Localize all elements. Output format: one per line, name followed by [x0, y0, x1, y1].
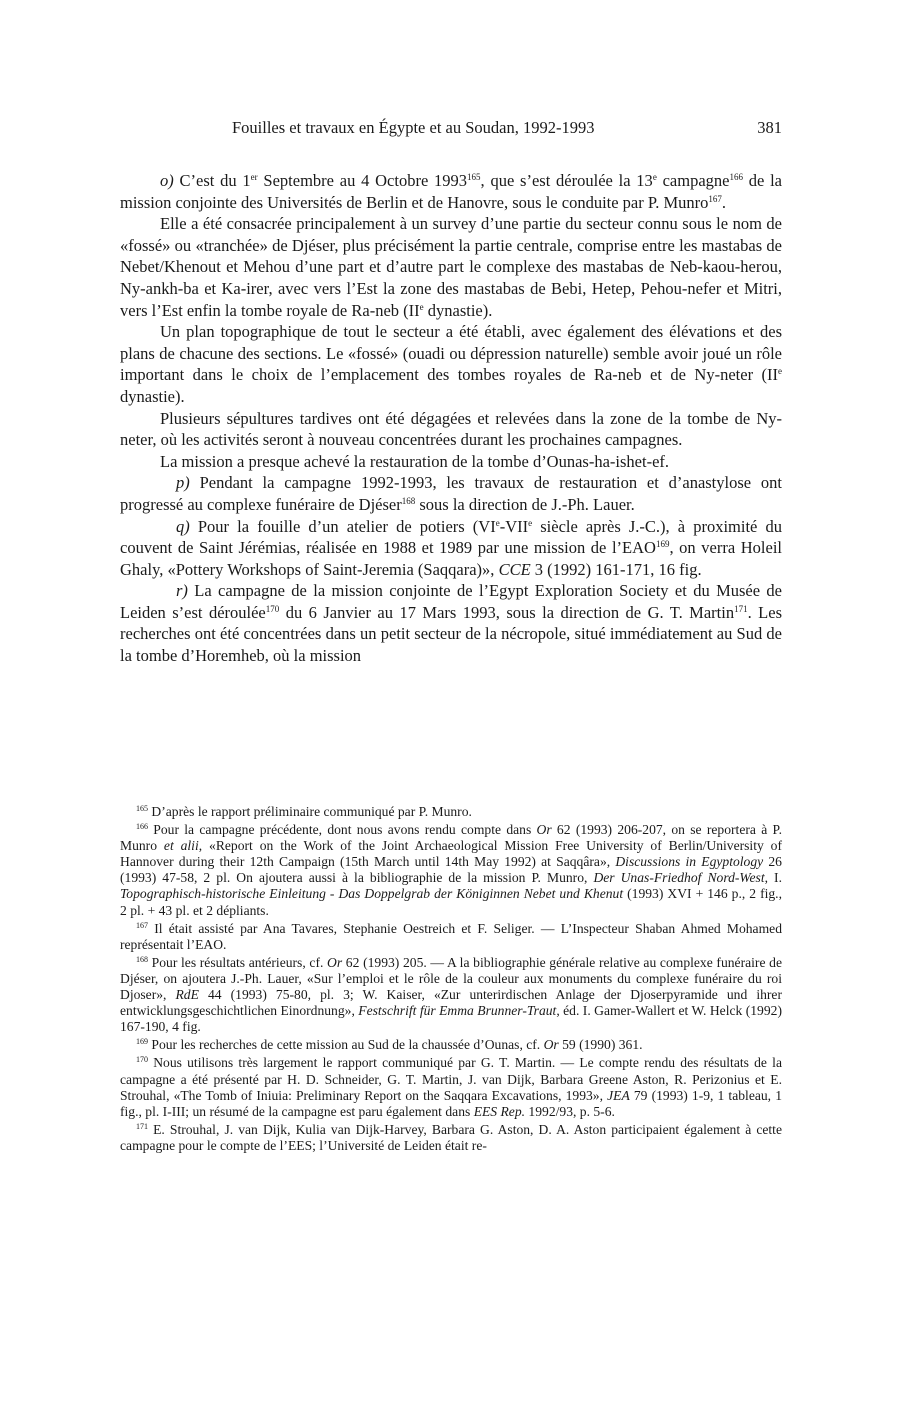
italic-text: RdE	[175, 987, 199, 1003]
text-run: , «Report on the Work of the Joint Archaeological Mission Free University of Berlin/University of Hannover during their 12th Campaign (15th March until 14th May 1992) at Saqqâra»,	[120, 838, 782, 870]
text-run: , I.	[764, 870, 782, 886]
running-header	[120, 118, 782, 142]
text-run: .	[721, 192, 727, 212]
text-run: Septembre au 4 Octobre 1993	[257, 171, 468, 190]
footnotes	[120, 804, 782, 1156]
note-reference: 166	[136, 822, 148, 832]
text-run: Pour la fouille d’un atelier de potiers (VI	[189, 516, 496, 536]
note-reference: 165	[467, 172, 481, 182]
footnote	[120, 921, 782, 953]
text-run: , éd. I. Gamer-Wallert et W. Helck (1992) 167-190, 4 fig.	[120, 1003, 782, 1035]
text-run: campagne	[656, 171, 730, 190]
text-run: 44 (1993) 75-80, pl. 3; W. Kaiser, «Zur unterirdischen Anlage der Djoserpyramide und ihrer entwicklungsgeschichtlichen Einordnung»,	[120, 987, 782, 1019]
note-reference: er	[250, 172, 258, 182]
footnote	[120, 822, 782, 919]
italic-text: r)	[176, 581, 188, 601]
note-reference: 170	[265, 603, 280, 614]
footnote	[120, 1122, 782, 1154]
note-reference: 168	[136, 954, 148, 964]
italic-text: CCE	[498, 559, 531, 579]
italic-text: o)	[160, 171, 174, 190]
text-run: de la mission conjointe des Universités de Berlin et de Hanovre, sous le conduite par P. Munro	[120, 171, 782, 212]
italic-text: Or	[536, 822, 552, 838]
note-reference: 168	[401, 495, 416, 506]
text-run: Pendant la campagne 1992-1993, les travaux de restauration et d’anastylose ont progressé au complexe funéraire de Djéser	[120, 473, 782, 514]
text-run: 26 (1993) 47-58, 2 pl. On ajoutera aussi à la bibliographie de la mission P. Munro,	[120, 854, 782, 886]
text-run: -VII	[499, 516, 529, 536]
italic-text: p)	[176, 473, 190, 493]
text-run: E. Strouhal, J. van Dijk, Kulia van Dijk-Harvey, Barbara G. Aston, D. A. Aston participaient également à cette campagne pour le compte de l’EES; l’Université de Leiden était re-	[120, 1121, 782, 1153]
main-text	[120, 170, 782, 667]
text-run: Il était assisté par Ana Tavares, Stephanie Oestreich et F. Seliger. — L’Inspecteur Shaban Ahmed Mohamed représentait l’EAO.	[120, 920, 782, 952]
body-paragraph	[120, 472, 782, 515]
italic-text: Festschrift für Emma Brunner-Traut	[358, 1003, 557, 1019]
italic-text: Or	[327, 954, 343, 970]
note-reference: e	[528, 517, 533, 528]
text-run: C’est du 1	[173, 171, 251, 190]
body-paragraph	[120, 213, 782, 321]
text-run: du 6 Janvier au 17 Mars 1993, sous la direction de G. T. Martin	[279, 602, 735, 622]
note-reference: e	[419, 301, 424, 312]
text-run: Un plan topographique de tout le secteur a été établi, avec également des élévations et des plans de chacune des sections. Le «fossé» (ouadi ou dépression naturelle) semble avoir joué un rôle important dans le choix de l’emplacement des tombes royales de Ra-neb et de Ny-neter (II	[120, 322, 782, 385]
footnote	[120, 1055, 782, 1119]
text-run: (1993) XVI + 146 p., 2 fig., 2 pl. + 43 pl. et 2 dépliants.	[120, 886, 782, 918]
body-paragraph	[120, 516, 782, 581]
note-reference: e	[495, 517, 500, 528]
text-run: , on verra Holeil Ghaly, «Pottery Workshops of Saint-Jeremia (Saqqara)»,	[120, 538, 782, 579]
text-run: . Les recherches ont été concentrées dans un petit secteur de la nécropole, situé immédiatement au Sud de la tombe d’Horemheb, où la mission	[120, 602, 783, 666]
footnote	[120, 955, 782, 1035]
text-run: 79 (1993) 1-9, 1 tableau, 1 fig., pl. I-III; un résumé de la campagne est paru également dans	[120, 1087, 782, 1119]
text-run: La campagne de la mission conjointe de l’Egypt Exploration Society et du Musée de Leiden s’est déroulée	[120, 581, 782, 622]
note-reference: 167	[708, 193, 722, 204]
text-run: siècle après J.-C.), à proximité du couvent de Saint Jérémias, réalisée en 1988 et 1989 par une mission de l’EAO	[120, 516, 782, 558]
text-run: 62 (1993) 206-207, on se reportera à P. Munro	[120, 822, 782, 854]
text-run: sous la direction de J.-Ph. Lauer.	[415, 494, 635, 514]
italic-text: Der Unas-Friedhof Nord-West	[593, 870, 765, 886]
note-reference: e	[652, 172, 657, 182]
text-run: Elle a été consacrée principalement à un survey d’une partie du secteur connu sous le nom de «fossé» ou «tranchée» de Djéser, plus précisément la partie centrale, comprise entre les mastabas de Nebet/Khenout et Mehou d’une part et d’autre part le complexe des mastabas de Neb-kaou-herou, Ny-ankh-ba et Ka-irer, avec vers l’Est la zone des mastabas de Bebi, Hetep, Pehou-nefer et Mitri, vers l’Est enfin la tombe royale de Ra-neb (II	[120, 214, 782, 320]
italic-text: Topographisch-historische Einleitung - Das Doppelgrab der Königinnen Nebet und Khenut	[120, 886, 624, 902]
text-run: Pour les résultats antérieurs, cf.	[148, 954, 328, 970]
italic-text: Discussions in Egyptology	[615, 854, 764, 870]
text-run: D’après le rapport préliminaire communiqué par P. Munro.	[148, 804, 472, 819]
italic-text: et alii	[163, 838, 199, 854]
footnote	[120, 1037, 782, 1053]
text-run: 59 (1990) 361.	[558, 1037, 643, 1053]
note-reference: 171	[734, 603, 748, 614]
body-paragraph	[120, 580, 782, 666]
body-paragraph	[120, 451, 782, 473]
text-run: 3 (1992) 161-171, 16 fig.	[530, 559, 702, 579]
note-reference: e	[778, 366, 782, 377]
text-run: La mission a presque achevé la restauration de la tombe d’Ounas-ha-ishet-ef.	[160, 451, 670, 471]
text-run: dynastie).	[120, 386, 185, 406]
italic-text: EES Rep.	[473, 1103, 526, 1119]
note-reference: 166	[729, 172, 743, 182]
running-title: Fouilles et travaux en Égypte et au Soudan, 1992-1993	[232, 118, 595, 137]
text-run: Nous utilisons très largement le rapport communiqué par G. T. Martin. — Le compte rendu des résultats de la campagne a été présenté par H. D. Schneider, G. T. Martin, J. van Dijk, Barbara Greene Aston, R. Perizonius et E. Strouhal, «The Tomb of Iniuia: Preliminary Report on the Saqqara Excavations, 1993»,	[120, 1055, 782, 1103]
italic-text: JEA	[607, 1087, 630, 1103]
body-paragraph	[120, 408, 782, 451]
text-run: dynastie).	[423, 300, 493, 320]
note-reference: 165	[136, 804, 148, 813]
text-run: , que s’est déroulée la 13	[480, 171, 653, 190]
body-paragraph	[120, 321, 782, 407]
italic-text: q)	[176, 516, 190, 536]
note-reference: 171	[136, 1121, 148, 1131]
text-run: 62 (1993) 205. — A la bibliographie générale relative au complexe funéraire de Djéser, on ajoutera J.-Ph. Lauer, «Sur l’emploi et le rôle de la couleur aux monuments du complexe funéraire du roi Djoser»,	[120, 954, 782, 1003]
footnote	[120, 804, 782, 820]
body-paragraph	[120, 170, 782, 213]
note-reference: 167	[136, 920, 148, 930]
note-reference: 169	[655, 539, 670, 550]
text-run: 1992/93, p. 5-6.	[525, 1103, 615, 1119]
text-run: Pour la campagne précédente, dont nous avons rendu compte dans	[148, 822, 537, 838]
page-number: 381	[757, 118, 782, 137]
italic-text: Or	[543, 1037, 559, 1053]
text-run: Pour les recherches de cette mission au Sud de la chaussée d’Ounas, cf.	[148, 1037, 544, 1053]
note-reference: 170	[136, 1055, 148, 1065]
text-run: Plusieurs sépultures tardives ont été dégagées et relevées dans la zone de la tombe de Ny-neter, où les activités seront à nouveau concentrées durant les prochaines campagnes.	[120, 408, 782, 450]
note-reference: 169	[136, 1037, 148, 1047]
